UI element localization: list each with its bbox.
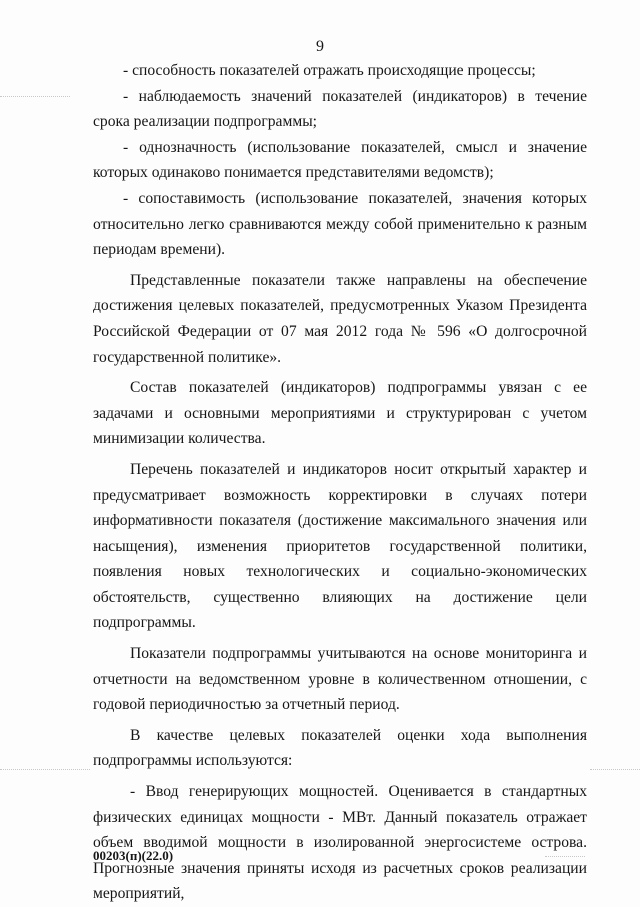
- scan-artifact: [590, 769, 640, 770]
- document-body: [93, 58, 587, 907]
- paragraph-1: - способность показателей отражать происходящие процессы;: [123, 62, 536, 79]
- paragraph-2: - наблюдаемость значений показателей (индикаторов) в течение срока реализации подпрограммы;: [93, 87, 587, 131]
- paragraph-9: В качестве целевых показателей оценки хода выполнения подпрограммы используются:: [93, 726, 587, 770]
- paragraph-6: Состав показателей (индикаторов) подпрограммы увязан с ее задачами и основными мероприятиями и структурирован с учетом минимизации количества.: [93, 379, 587, 448]
- scan-artifact: [0, 96, 70, 97]
- document-code: 00203(п)(22.0): [93, 848, 174, 863]
- paragraph-10: - Ввод генерирующих мощностей. Оценивается в стандартных физических единицах мощности - МВт. Данный показатель отражает объем вводимой мощности в изолированной энергосистеме острова. Прогнозные значения приняты исходя из расчетных сроков реализации мероприятий,: [93, 783, 587, 903]
- paragraph-5: Представленные показатели также направлены на обеспечение достижения целевых показателей, предусмотренных Указом Президента Российской Федерации от 07 мая 2012 года № 596 «О долгосрочной государственной политике».: [93, 271, 587, 366]
- paragraph-8: Показатели подпрограммы учитываются на основе мониторинга и отчетности на ведомственном уровне в количественном отношении, с годовой периодичностью за отчетный период.: [93, 645, 587, 714]
- paragraph-4: - сопоставимость (использование показателей, значения которых относительно легко сравниваются между собой применительно к разным периодам времени).: [93, 189, 587, 259]
- scan-artifact: [545, 856, 585, 857]
- page-number: 9: [316, 38, 324, 55]
- paragraph-7: Перечень показателей и индикаторов носит открытый характер и предусматривает возможность корректировки в случаях потери информативности показателя (достижение максимального значения или насыщения), изменения приоритетов государственной политики, появления новых технологических и социально-экономических обстоятельств, существенно влияющих на достижение цели подпрограммы.: [93, 460, 587, 632]
- scan-artifact: [0, 769, 90, 770]
- paragraph-3: - однозначность (использование показателей, смысл и значение которых одинаково понимается представителями ведомств);: [93, 138, 587, 182]
